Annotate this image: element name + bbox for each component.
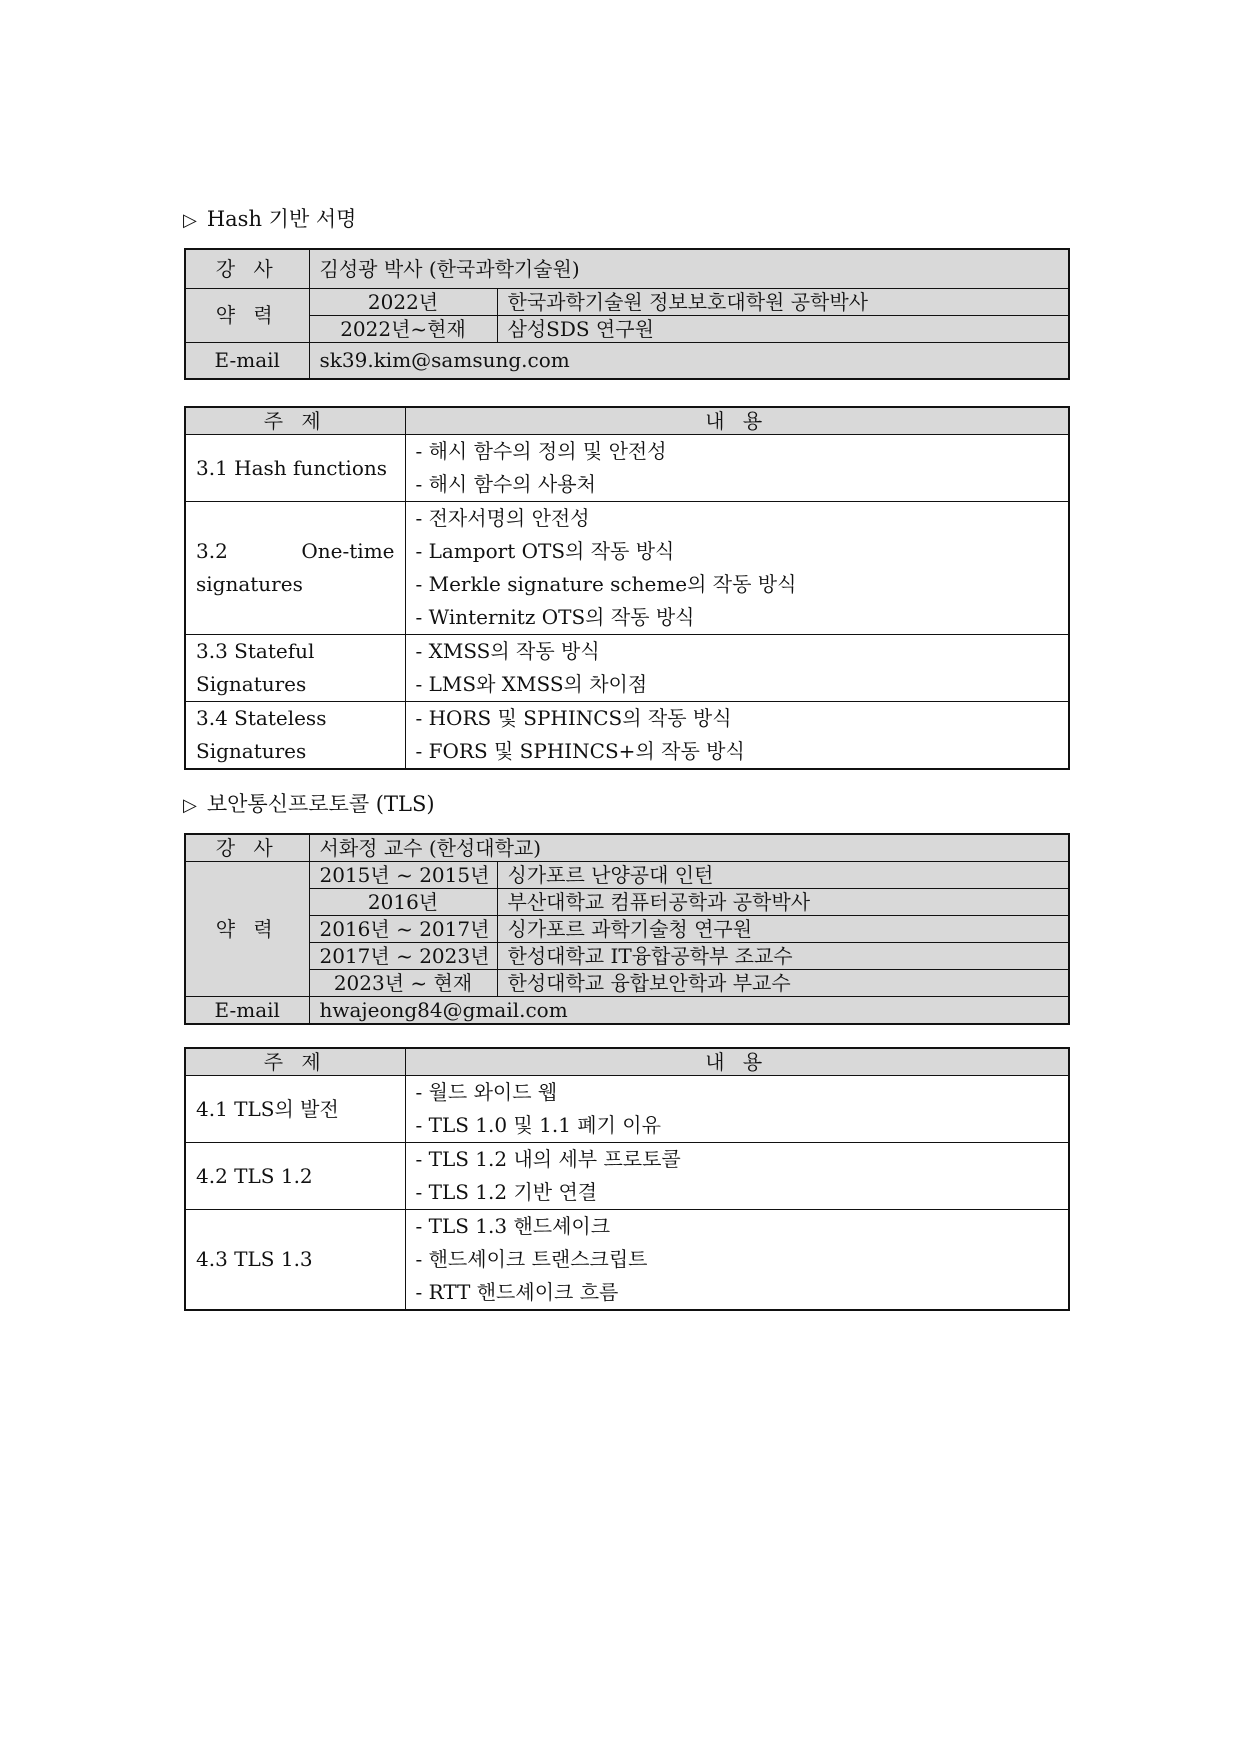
topic-cell bbox=[185, 502, 405, 635]
instructor-name: 김성광 박사 (한국과학기술원) bbox=[309, 249, 1069, 288]
content-cell bbox=[405, 635, 1069, 702]
content-header: 내 용 bbox=[405, 1048, 1069, 1076]
topic-cell: 4.3 TLS 1.3 bbox=[185, 1210, 405, 1311]
list-item: - Winternitz OTS의 작동 방식 bbox=[415, 605, 695, 629]
career-label: 약 력 bbox=[185, 862, 309, 997]
table-row bbox=[185, 702, 1069, 770]
career-period: 2015년 ~ 2015년 bbox=[309, 862, 497, 889]
list-item: - 해시 함수의 정의 및 안전성 bbox=[415, 439, 667, 463]
topic-line: signatures bbox=[196, 572, 303, 596]
career-period: 2023년 ~ 현재 bbox=[309, 970, 497, 997]
list-item: - RTT 핸드셰이크 흐름 bbox=[415, 1280, 619, 1304]
topic-cell: 3.1 Hash functions bbox=[185, 435, 405, 502]
topic-cell: 3.3 Stateful Signatures bbox=[185, 635, 405, 702]
email-label: E-mail bbox=[185, 997, 309, 1025]
career-desc: 한성대학교 IT융합공학부 조교수 bbox=[497, 943, 1069, 970]
section1-title: ▷ Hash 기반 서명 bbox=[183, 205, 356, 235]
career-period: 2016년 bbox=[309, 889, 497, 916]
table-row bbox=[185, 1076, 1069, 1143]
list-item: - TLS 1.2 내의 세부 프로토콜 bbox=[415, 1147, 681, 1171]
instructor-label: 강 사 bbox=[185, 834, 309, 862]
list-item: - 핸드셰이크 트랜스크립트 bbox=[415, 1247, 648, 1271]
section1-instructor-table bbox=[184, 248, 1070, 380]
list-item: - TLS 1.3 핸드셰이크 bbox=[415, 1214, 611, 1238]
instructor-name: 서화정 교수 (한성대학교) bbox=[309, 834, 1069, 862]
content-header: 내 용 bbox=[405, 407, 1069, 435]
list-item: - XMSS의 작동 방식 bbox=[415, 639, 600, 663]
topic-cell: 4.1 TLS의 발전 bbox=[185, 1076, 405, 1143]
list-item: - HORS 및 SPHINCS의 작동 방식 bbox=[415, 706, 732, 730]
triangle-bullet-icon: ▷ bbox=[183, 795, 197, 816]
topic-word: 3.2 bbox=[196, 539, 228, 563]
content-cell bbox=[405, 1210, 1069, 1311]
content-cell bbox=[405, 502, 1069, 635]
topic-cell: 3.4 Stateless Signatures bbox=[185, 702, 405, 770]
career-desc: 삼성SDS 연구원 bbox=[497, 315, 1069, 342]
email-value: hwajeong84@gmail.com bbox=[309, 997, 1069, 1025]
list-item: - FORS 및 SPHINCS+의 작동 방식 bbox=[415, 739, 745, 763]
list-item: - 해시 함수의 사용처 bbox=[415, 472, 596, 496]
career-period: 2022년 bbox=[309, 288, 497, 315]
table-row bbox=[185, 502, 1069, 635]
list-item: - 월드 와이드 웹 bbox=[415, 1080, 558, 1104]
table-row bbox=[185, 635, 1069, 702]
section2-topic-table bbox=[184, 1047, 1070, 1311]
content-cell bbox=[405, 702, 1069, 770]
table-row bbox=[185, 435, 1069, 502]
topic-word: One-time bbox=[301, 539, 395, 563]
section1-topic-table bbox=[184, 406, 1070, 770]
triangle-bullet-icon: ▷ bbox=[183, 210, 197, 231]
section2-instructor-table bbox=[184, 833, 1070, 1025]
career-desc: 한성대학교 융합보안학과 부교수 bbox=[497, 970, 1069, 997]
career-period: 2022년~현재 bbox=[309, 315, 497, 342]
topic-header: 주 제 bbox=[185, 407, 405, 435]
topic-cell: 4.2 TLS 1.2 bbox=[185, 1143, 405, 1210]
career-label: 약 력 bbox=[185, 288, 309, 342]
content-cell bbox=[405, 1143, 1069, 1210]
section2-title: ▷ 보안통신프로토콜 (TLS) bbox=[183, 790, 435, 820]
email-value: sk39.kim@samsung.com bbox=[309, 342, 1069, 379]
career-period: 2016년 ~ 2017년 bbox=[309, 916, 497, 943]
career-desc: 부산대학교 컴퓨터공학과 공학박사 bbox=[497, 889, 1069, 916]
list-item: - Merkle signature scheme의 작동 방식 bbox=[415, 572, 797, 596]
career-desc: 싱가포르 과학기술청 연구원 bbox=[497, 916, 1069, 943]
list-item: - Lamport OTS의 작동 방식 bbox=[415, 539, 675, 563]
career-desc: 한국과학기술원 정보보호대학원 공학박사 bbox=[497, 288, 1069, 315]
instructor-label: 강 사 bbox=[185, 249, 309, 288]
career-period: 2017년 ~ 2023년 bbox=[309, 943, 497, 970]
list-item: - LMS와 XMSS의 차이점 bbox=[415, 672, 648, 696]
list-item: - TLS 1.2 기반 연결 bbox=[415, 1180, 598, 1204]
topic-header: 주 제 bbox=[185, 1048, 405, 1076]
topic-line bbox=[196, 535, 395, 568]
email-label: E-mail bbox=[185, 342, 309, 379]
content-cell bbox=[405, 435, 1069, 502]
list-item: - 전자서명의 안전성 bbox=[415, 506, 590, 530]
content-cell bbox=[405, 1076, 1069, 1143]
list-item: - TLS 1.0 및 1.1 폐기 이유 bbox=[415, 1113, 661, 1137]
career-desc: 싱가포르 난양공대 인턴 bbox=[497, 862, 1069, 889]
table-row bbox=[185, 1210, 1069, 1311]
table-row bbox=[185, 1143, 1069, 1210]
